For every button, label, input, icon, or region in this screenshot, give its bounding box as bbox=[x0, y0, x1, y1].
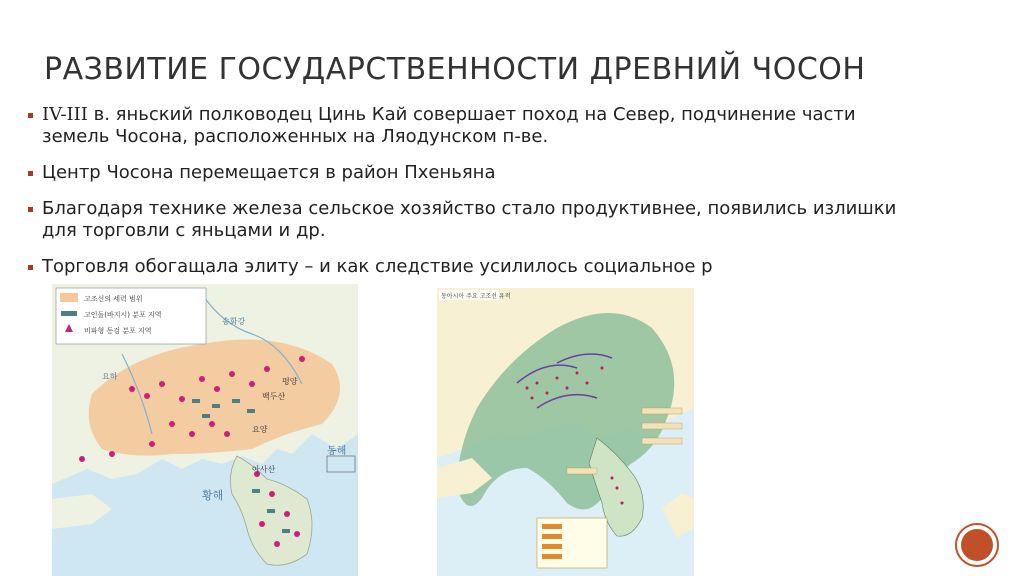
place-label: 아사산 bbox=[252, 465, 276, 474]
map-gojoseon-range bbox=[52, 284, 358, 576]
bullet-marker bbox=[28, 171, 33, 176]
bullet-item bbox=[28, 162, 928, 184]
bullet-text: Благодаря технике железа сельское хозяйство стало продуктивнее, появились излишки для торговли с яньцами и др. bbox=[42, 198, 897, 241]
bullet-item bbox=[28, 198, 928, 242]
river-label: 송화강 bbox=[222, 317, 246, 326]
bullet-item bbox=[28, 104, 928, 148]
decorative-badge-icon bbox=[954, 522, 1000, 568]
place-label: 백두산 bbox=[262, 392, 286, 401]
place-label: 요양 bbox=[252, 425, 268, 434]
bullet-marker bbox=[28, 113, 33, 118]
legend-swatch-range bbox=[60, 293, 78, 302]
legend-dagger-label: 비파형 동검 분포 지역 bbox=[84, 327, 152, 335]
place-label: 평양 bbox=[282, 377, 298, 386]
century-prefix: IV-III bbox=[42, 104, 88, 125]
legend-range-label: 고조선의 세력 범위 bbox=[84, 295, 143, 303]
bullet-text: в. яньский полководец Цинь Кай совершает поход на Север, подчинение части земель Чосона, расположенных на Ляодунском п-ве. bbox=[42, 104, 856, 147]
dolmen-icon bbox=[61, 311, 77, 316]
bullet-text: Центр Чосона перемещается в район Пхеньяна bbox=[42, 162, 496, 183]
map-title: 동아시아 주요 고조선 유적 bbox=[441, 293, 511, 300]
bullet-list bbox=[28, 104, 928, 292]
bullet-text: Торговля обогащала элиту – и как следствие усилилось социальное р bbox=[42, 256, 713, 277]
sea-label: 황해 bbox=[202, 489, 224, 502]
bullet-marker bbox=[28, 207, 33, 212]
legend-dolmen-label: 고인돌(바지시) 분포 지역 bbox=[84, 311, 162, 319]
sea-label: 동해 bbox=[327, 446, 347, 457]
river-label: 요하 bbox=[102, 372, 118, 381]
bullet-marker bbox=[28, 265, 33, 270]
bullet-item bbox=[28, 256, 928, 278]
map-east-asia-sites bbox=[437, 288, 694, 576]
slide-title: РАЗВИТИЕ ГОСУДАРСТВЕННОСТИ ДРЕВНИЙ ЧОСОН bbox=[44, 52, 866, 87]
